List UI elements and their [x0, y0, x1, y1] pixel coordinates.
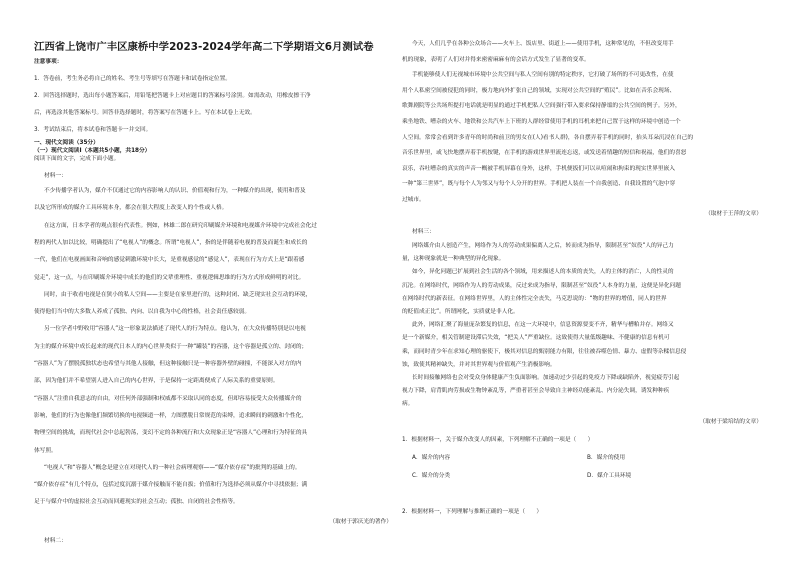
text-line: 程的两代人加以比较，明确提出了“电视人”的概念。所谓“电视人”，指的是伴随着电视的普及而诞生和成长的 [34, 239, 308, 246]
text-line: 如今，异化问题已扩展到社会生活的各个领域，用来描述人的本质的丧失，人的主体的消亡，人的性灵的 [412, 269, 674, 276]
subsection-heading: （一）现代文阅读Ⅰ（本题共5小题，共18分） [34, 148, 151, 154]
question-1-stem: 1．根据材料一，关于媒介改变人的因素，下列理解不正确的一项是（ ） [402, 437, 594, 443]
source-1: （取材于郭庆光的著作） [329, 519, 392, 525]
notice-heading: 注意事项： [34, 59, 63, 65]
text-line: 部，因为他们并不希望别人进入自己的内心世界，于是保持一定距离便成了人际关系的重要原则。 [34, 378, 279, 385]
notice-3: 3．考试结束后，将本试卷和答题卡一并交回。 [34, 127, 152, 133]
text-line: 使得他们当中的大多数人养成了孤独、内向、以自我为中心的性格，社会责任感较弱。 [34, 309, 251, 316]
text-line: 同时，由于收看电视是在狭小的私人空间——主要是在家里进行的，这种封闭、缺乏现实社会互动的环境， [44, 291, 312, 298]
text-line: 此外，网络汇聚了海量庞杂繁复的信息，在这一大环境中，信息资源要变不齐，精华与槽粕并存。网络又 [412, 322, 674, 329]
text-line: 另一位学者中野收用“容器人”这一形象说法描述了现代人的行为特点。他认为，在大众传播特别是以电视 [44, 326, 306, 333]
text-line: 以及它所形成的媒介工具环境本身，都会在很大程度上改变人的个性或人格。 [34, 205, 228, 212]
text-line: 不少传播学者认为，媒介不仅通过它的内容影响人的认识、价值观和行为，一种媒介的出现，使用和普及 [44, 188, 306, 194]
notice-1: 1．答卷前，考生务必将自己的姓名、考生号等填写在答题卡和试卷指定位置。 [34, 76, 231, 82]
notice-2: 2．回答选择题时，选出每小题答案后，用铅笔把答题卡上对应题目的答案标号涂黑。如需改动，用橡皮擦干净 [34, 93, 311, 99]
text-line: “电视人”和“容器人”概念是建立在对现代人的一种社会病理观察——“媒介依存症”的批判的基础上的。 [44, 464, 301, 471]
text-line: 一代，他们在电视画面和音响的感觉刺激环境中长大，是重视感觉的“感觉人”，表现在行为方式上是“跟着感 [34, 257, 305, 264]
material1-label: 材料一： [44, 173, 67, 179]
text-line: 用个人私密空间被侵犯的同时，极力地向外扩张自己的领域，实现对公共空间的“殖民”。比如在音乐会现场、 [402, 87, 676, 94]
source-2: （取材于王萍的文章） [705, 211, 762, 217]
source-3: （取材于梁培结的文章） [699, 419, 762, 425]
text-line: 手机能够使人们无视城市环境中公共空间与私人空间有别的特定秩序，它打破了场所的不可更改性，在使 [412, 72, 674, 79]
text-line: “容器人”注重自我意志的自由，对任何外部强制和权威都不采取认同的态度，但却容易接受大众传播媒介的 [34, 395, 302, 402]
text-line: 觉走”，这一点，与在印刷媒介环境中成长的他们的父辈重理性、重视逻辑思维的行为方式形成鲜明的对比。 [34, 274, 305, 281]
material2-label: 材料二： [44, 538, 67, 544]
text-line: 足于与媒介中的虚拟社会互动而回避现实的社会互动；孤独、自闭的社会性格等。 [34, 499, 239, 506]
text-line: 哀乐，吞吐嘈杂的真实的声音一概被手机屏幕在身外，这样，手机便扳们可以从喧闹和拘束的现实世界里嵌入 [402, 165, 675, 172]
q1-option-b: B．媒介的使用 [587, 455, 626, 461]
section-heading: 一、现代文阅读（35分） [34, 140, 99, 146]
question-2-stem: 2．根据材料一，下列理解与推断正确的一项是（ ） [402, 509, 543, 515]
text-line: 机的现象，表明了人们对并得来密密麻麻有的会话方式发生了显著的变革。 [402, 56, 590, 63]
text-line: 沉沦。在网络时代，网络作为人的劳动成果，反过来成为指导，限制甚至“奴役”人本身的力量，这便是异化问题 [402, 282, 681, 289]
text-line: 一种“第三世界”，既与每个人为邻又与每个人分开的世界。手机把人装在一个自我创造、自我设置的气泡中穿 [402, 181, 676, 188]
text-line: 的贬值成正比”。所谓网化，实质就是非人化。 [402, 309, 519, 315]
material3-label: 材料三： [412, 229, 435, 235]
text-line: 音乐世界里，或飞快地摆弄着手机按键，在手机的游戏世界里流连忘返，或发送着情趣的短信和祝福，他们的喜怒 [402, 150, 687, 157]
q1-option-a: A．媒介的内容 [412, 455, 451, 461]
exam-title: 江西省上饶市广丰区康桥中学2023-2024学年高二下学期语文6月测试卷 [34, 41, 374, 53]
text-line: 长时间接触网络也会对受众身体健康产生负面影响。加速动过少引起的免疫力下降或缺陷外，视觉疲劳引起 [412, 375, 680, 381]
text-line: 在网络时代的新表征。在网络世界里，人的主体性完全丧失，马克思说的：“物的世界的增值，同人的世界 [402, 295, 667, 302]
notice-2b: 后，再选涂其他答案标号。回答非选择题时，将答案写在答题卡上。写在本试卷上无效。 [34, 110, 256, 116]
text-line: 在这方面，日本学者的观点很有代表性。例如，林雄二郎在研究印刷媒介环境和电视媒介环境中完成社会化过 [44, 222, 317, 229]
right-column [402, 0, 762, 562]
q1-option-c: C．媒介的分类 [412, 473, 451, 479]
text-line: 视力下降，肩背肌肉劳损或生物钟紊乱等，严重者甚至会导致自主神经功能紊乱、内分泌失调，诱发种种疾 [402, 388, 670, 395]
text-line: 蚀，致使其精神缺失，并对其世界观与价值观产生消极影响。 [402, 361, 556, 368]
text-line: 为主的媒介环境中成长起来的现代日本人的内心世界类似于一种“罐装”的容器，这个容器是孤立的、封闭的； [34, 343, 308, 350]
text-line: “媒介依存症”有几个特点，包括过度沉溺于媒介接触而不能自拔；价值和行为选择必须从媒介中寻找依据；满 [34, 482, 308, 489]
left-column [34, 0, 392, 562]
text-line: “容器人”为了摆脱孤独状态也希望与其他人接触，但这种接触只是一种容器外壁的碰撞，不能深入对方的内 [34, 361, 302, 367]
text-line: 今天，人们几乎在各种公众场合——火车上、饭店里、街道上——使用手机，这种常见的，不但改变用手 [412, 41, 674, 47]
text-line: 物理空间的挑战，而现代社会中总起勃荡，变幻不定的各种流行和大众现象正是“容器人”心理和行为特征的具 [34, 430, 308, 437]
text-line: 体写照。 [34, 447, 57, 454]
text-line: 病。 [402, 401, 414, 408]
text-line: 乘坐地铁、嘈杂的火车、地铁和公共汽车上下班的人群经常使用手机的耳机来把自己置于这样的环境中创造一个 [402, 119, 681, 125]
text-line: 量，这种现象就是一种典型的异化现象。 [402, 256, 505, 263]
instruction: 阅读下面的文字，完成下面小题。 [34, 156, 120, 162]
text-line: 是一个新媒介，相关管制建设滞后失效，“把关人”严重缺位。这致使得大量低级趣味、不健康的信息有机可 [402, 335, 670, 342]
text-line: 过城市。 [402, 197, 425, 203]
q1-option-d: D．媒介工具环境 [587, 473, 632, 479]
text-line: 歌舞剧院等公共场所提打电话就是明显的通过手机把私人空间强行带入要求保持静谧的公共空间的例子。另外， [402, 103, 681, 110]
text-line: 人空间。常常会看到许多青年的时尚和前卫的男女在(人)看书人群)，各自摆弄着手机的同时，抬头耳朵沉浸在自己的 [402, 134, 694, 141]
text-line: 网络媒介由人创造产生，网络作为人的劳动成果偏离人之后，转而成为指导，限制甚至“奴役”人的异己力 [412, 243, 674, 249]
text-line: 影响，他们的行为也像他们频繁切换的电视频道一样，力图摆脱日常规范的束缚，追求瞬间的刺激和个性化， [34, 412, 307, 419]
text-line: 乘，而同时青少年在求知心理的驱使下，极其对信息的甄别能力有限，往往被吞噬色情、暴力、虚假等杂糅信息侵 [402, 348, 687, 355]
